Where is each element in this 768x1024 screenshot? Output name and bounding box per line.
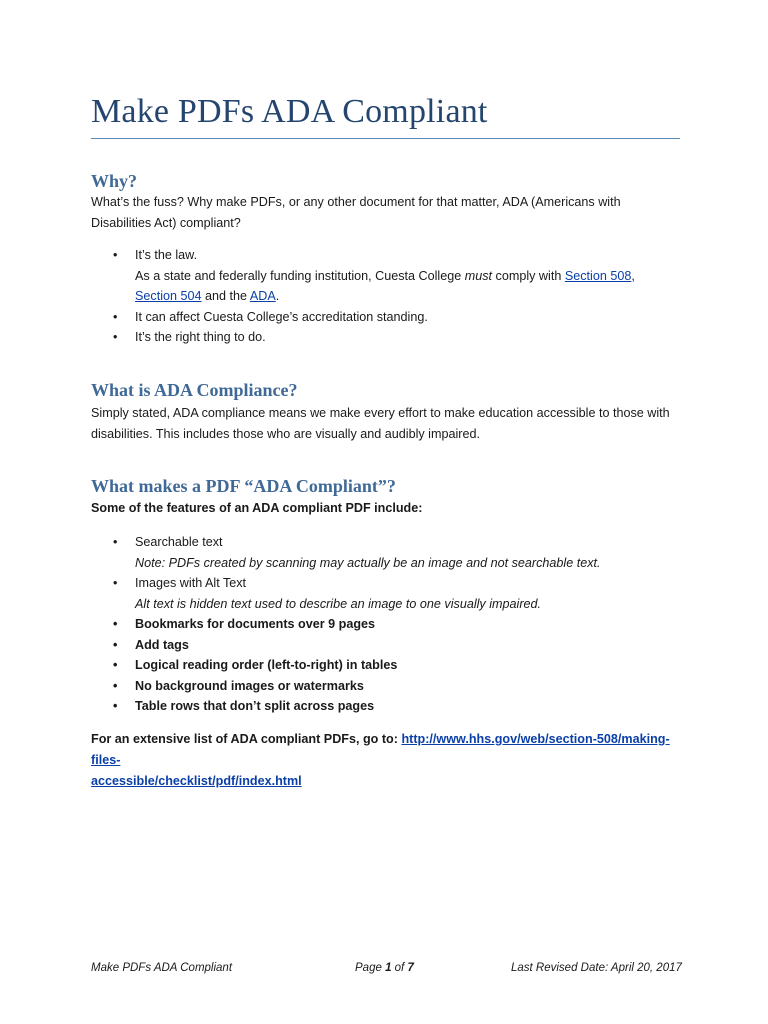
heading-what-is-ada: What is ADA Compliance?	[91, 380, 298, 400]
bullet-icon: •	[113, 678, 118, 693]
heading-what-makes-pdf: What makes a PDF “ADA Compliant”?	[91, 476, 396, 496]
why-bullet-list	[91, 245, 691, 348]
why-intro-line2: Disabilities Act) compliant?	[91, 216, 241, 230]
ada-link[interactable]: ADA	[249, 289, 276, 303]
bullet-icon: •	[113, 576, 118, 590]
right-thing-text: It’s the right thing to do.	[135, 330, 266, 344]
bullet-icon: •	[113, 330, 118, 344]
no-background-text: No background images or watermarks	[135, 678, 364, 693]
what-is-paragraph	[91, 403, 691, 445]
list-item-reading-order	[91, 655, 691, 676]
comma-text: ,	[631, 268, 635, 283]
list-item-tags	[91, 635, 691, 656]
list-item-accreditation	[91, 307, 691, 328]
footer-page-word: Page	[355, 962, 386, 974]
list-item-no-background	[91, 676, 691, 697]
law-detail-mid: comply with	[492, 268, 565, 283]
section-508-link[interactable]: Section 508	[564, 268, 632, 283]
alt-text-note: Alt text is hidden text used to describe an image to one visually impaired.	[135, 596, 542, 611]
closing-paragraph	[91, 729, 691, 792]
bullet-icon: •	[113, 248, 118, 262]
bullet-icon: •	[113, 637, 118, 652]
law-text: It’s the law.	[135, 248, 198, 262]
law-detail-must: must	[464, 268, 493, 283]
alt-text-label: Images with Alt Text	[135, 576, 247, 590]
and-the-text: and the	[201, 289, 250, 303]
list-item-bookmarks	[91, 614, 691, 635]
law-detail-line2	[135, 286, 691, 307]
tags-text: Add tags	[135, 637, 189, 652]
list-item-law	[91, 245, 691, 307]
bullet-icon: •	[113, 699, 118, 713]
section-504-link[interactable]: Section 504	[135, 289, 202, 303]
accreditation-text: It can affect Cuesta College’s accreditation standing.	[135, 309, 428, 324]
features-list	[91, 532, 691, 717]
bullet-icon: •	[113, 617, 118, 631]
what-makes-intro: Some of the features of an ADA compliant PDF include:	[91, 501, 423, 515]
page-title: Make PDFs ADA Compliant	[91, 93, 488, 130]
list-item-table-rows	[91, 696, 691, 717]
searchable-note: Note: PDFs created by scanning may actually be an image and not searchable text.	[135, 555, 601, 570]
bullet-icon: •	[113, 309, 118, 324]
bookmarks-text: Bookmarks for documents over 9 pages	[135, 617, 376, 631]
law-detail-text: As a state and federally funding institution, Cuesta College	[135, 268, 465, 283]
reading-order-text: Logical reading order (left-to-right) in tables	[135, 658, 398, 672]
bullet-icon: •	[113, 658, 118, 672]
bullet-icon: •	[113, 535, 118, 549]
table-rows-text: Table rows that don’t split across pages	[135, 699, 375, 713]
footer-left: Make PDFs ADA Compliant	[91, 962, 233, 974]
what-is-line1: Simply stated, ADA compliance means we make every effort to make education accessible to those with	[91, 406, 670, 420]
footer-page-total: 7	[407, 962, 414, 974]
title-underline-divider	[91, 138, 680, 139]
period-text: .	[275, 289, 280, 303]
list-item-alt-text	[91, 573, 691, 614]
what-is-line2: disabilities. This includes those who are visually and audibly impaired.	[91, 427, 480, 441]
hhs-link-line2: accessible/checklist/pdf/index.html	[91, 774, 302, 788]
why-intro-line1: What’s the fuss? Why make PDFs, or any other document for that matter, ADA (Americans with	[91, 195, 621, 209]
footer-page-num: 1	[385, 962, 392, 974]
hhs-link-line1: http://www.hhs.gov/web/section-508/making-files-	[91, 732, 670, 767]
law-detail	[135, 266, 691, 287]
footer-revised-date: Last Revised Date: April 20, 2017	[511, 962, 682, 974]
footer-page-number	[355, 962, 414, 974]
searchable-text: Searchable text	[135, 535, 223, 549]
footer-of-word: of	[391, 962, 408, 974]
list-item-searchable	[91, 532, 691, 573]
heading-why: Why?	[91, 171, 138, 191]
list-item-right-thing	[91, 327, 691, 348]
closing-text: For an extensive list of ADA compliant PDFs, go to:	[91, 732, 402, 746]
why-intro	[91, 192, 691, 234]
